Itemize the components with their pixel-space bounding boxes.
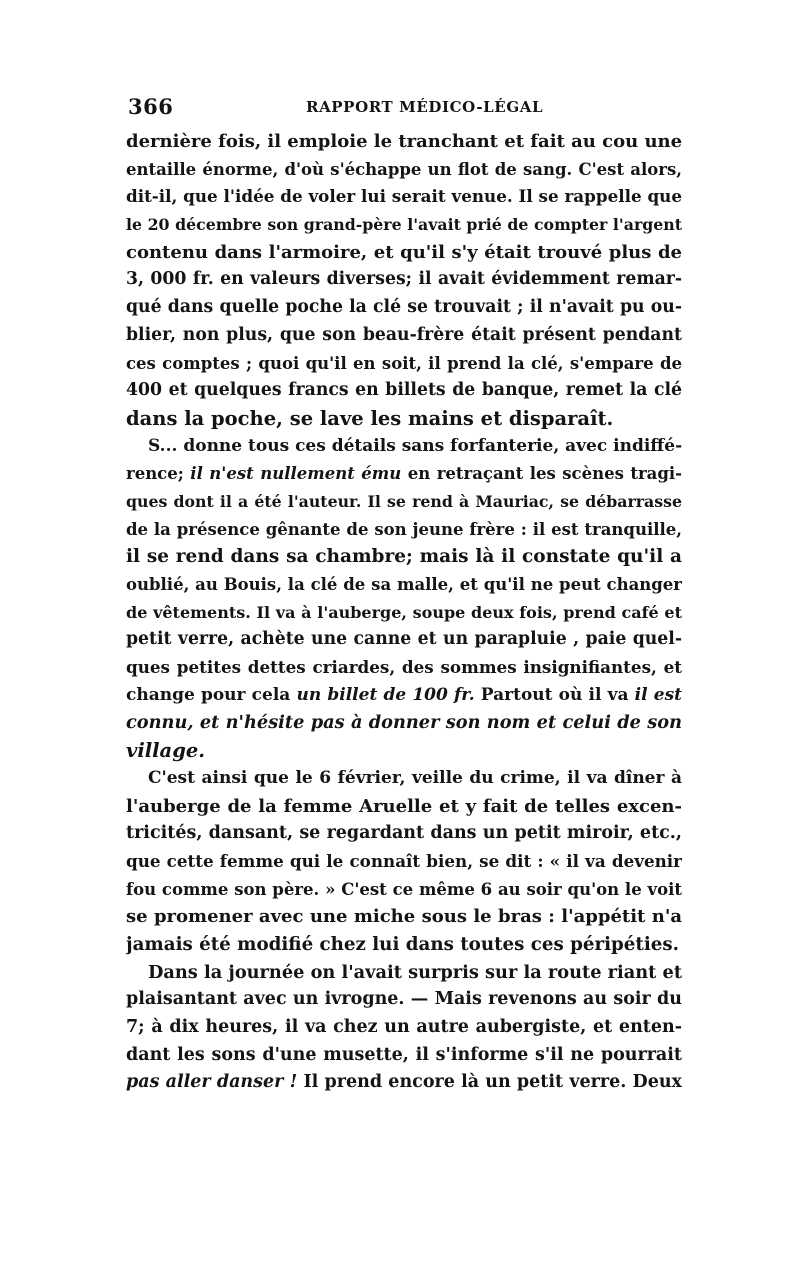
italic-text: pas aller danser ! (126, 1072, 298, 1093)
text-segment: de la présence gênante de son jeune frère : il est tranquille, (126, 519, 682, 539)
text-segment: oublié, au Bouis, la clé de sa malle, et qu'il ne peut changer (126, 575, 682, 594)
text-segment: dant les sons d'une musette, il s'informe s'il ne pourrait (126, 1044, 682, 1065)
text-line (126, 793, 682, 821)
text-segment: contenu dans l'armoire, et qu'il s'y était trouvé plus de (126, 241, 682, 263)
text-segment: change pour cela (126, 684, 297, 705)
body-text (126, 128, 682, 1097)
text-line (126, 405, 682, 433)
text-line (126, 239, 682, 267)
text-line (126, 294, 682, 322)
running-head (126, 94, 682, 120)
text-line (126, 460, 682, 488)
text-line (126, 709, 682, 737)
text-segment: 7; à dix heures, il va chez un autre aubergiste, et enten- (126, 1017, 682, 1037)
text-segment: plaisantant avec un ivrogne. — Mais revenons au soir du (126, 989, 682, 1010)
text-line (126, 1042, 682, 1070)
text-line (126, 876, 682, 904)
text-line (126, 820, 682, 848)
text-segment: ques dont il a été l'auteur. Il se rend à Mauriac, se débarrasse (126, 491, 682, 511)
text-segment: Il prend encore là un petit verre. Deux (297, 1072, 682, 1093)
text-segment: tricités, dansant, se regardant dans un petit miroir, etc., (126, 823, 682, 844)
text-segment: se promener avec une miche sous le bras : l'appétit n'a (126, 906, 682, 928)
text-line (126, 959, 682, 987)
text-segment: Partout où il va (474, 684, 635, 705)
text-segment: de vêtements. Il va à l'auberge, soupe deux fois, prend café et (126, 602, 682, 622)
text-line (126, 322, 682, 350)
text-segment: S... donne tous ces détails sans forfanterie, avec indiffé- (148, 435, 682, 456)
text-line (126, 765, 682, 793)
text-line (126, 516, 682, 544)
text-segment: jamais été modifié chez lui dans toutes ces péripéties. (126, 933, 680, 955)
text-line (126, 654, 682, 682)
text-line (126, 350, 682, 378)
text-segment: 3, 000 fr. en valeurs diverses; il avait évidemment remar- (126, 269, 682, 290)
text-line (126, 266, 682, 294)
text-line (126, 737, 682, 765)
text-segment: dernière fois, il emploie le tranchant et fait au cou une (126, 131, 682, 152)
text-line (126, 128, 682, 156)
text-line (126, 377, 682, 405)
italic-text: il est (634, 684, 682, 705)
page-number: 366 (128, 94, 174, 119)
text-segment: ces comptes ; quoi qu'il en soit, il prend la clé, s'empare de (126, 353, 682, 373)
text-line (126, 986, 682, 1014)
text-line (126, 543, 682, 571)
italic-text: connu, et n'hésite pas à donner son nom et celui de son (126, 712, 682, 734)
text-segment: il se rend dans sa chambre; mais là il constate qu'il a (126, 546, 682, 568)
text-line (126, 183, 682, 211)
text-line (126, 433, 682, 461)
text-segment: C'est ainsi que le 6 février, veille du crime, il va dîner à (148, 767, 682, 788)
text-line (126, 211, 682, 239)
text-line (126, 626, 682, 654)
italic-text: il n'est nullement ému (190, 464, 402, 484)
text-segment: blier, non plus, que son beau-frère était présent pendant (126, 324, 682, 345)
text-line (126, 156, 682, 184)
text-segment: que cette femme qui le connaît bien, se dit : « il va devenir (126, 850, 682, 871)
text-segment: fou comme son père. » C'est ce même 6 au soir qu'on le voit (126, 879, 682, 899)
text-segment: Dans la journée on l'avait surpris sur la route riant et (148, 961, 682, 983)
text-segment: qué dans quelle poche la clé se trouvait ; il n'avait pu ou- (126, 297, 682, 318)
text-segment: ques petites dettes criardes, des sommes insignifiantes, et (126, 657, 682, 678)
text-line (126, 1069, 682, 1097)
text-segment: en retraçant les scènes tragi- (401, 464, 682, 484)
text-segment: entaille énorme, d'où s'échappe un flot de sang. C'est alors, (126, 159, 682, 179)
text-segment: 400 et quelques francs en billets de banque, remet la clé (126, 380, 682, 401)
text-line (126, 931, 682, 959)
running-head-title: RAPPORT MÉDICO-LÉGAL (306, 98, 544, 116)
text-line (126, 571, 682, 599)
text-line (126, 1014, 682, 1042)
text-line (126, 903, 682, 931)
text-segment: dit-il, que l'idée de voler lui serait venue. Il se rappelle que (126, 186, 682, 207)
italic-text: un billet de 100 fr. (296, 684, 475, 705)
text-line (126, 682, 682, 710)
italic-text: village. (126, 739, 206, 763)
text-segment: rence; (126, 464, 191, 484)
text-segment: dans la poche, se lave les mains et disparaît. (126, 406, 614, 430)
text-segment: le 20 décembre son grand-père l'avait prié de compter l'argent (126, 215, 682, 235)
text-segment: petit verre, achète une canne et un parapluie , paie quel- (126, 629, 682, 650)
text-line (126, 848, 682, 876)
text-line (126, 488, 682, 516)
text-segment: l'auberge de la femme Aruelle et y fait de telles excen- (126, 795, 682, 817)
text-line (126, 599, 682, 627)
